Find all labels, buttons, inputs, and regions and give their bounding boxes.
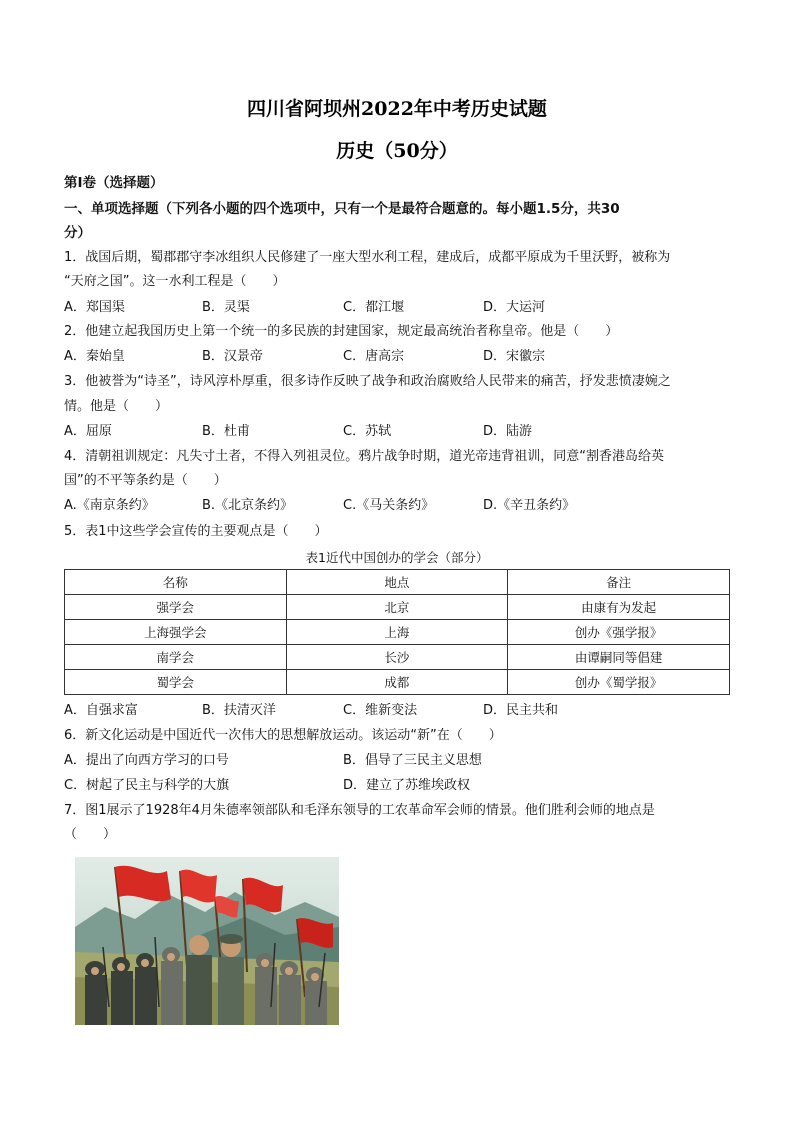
table-header-row (65, 570, 730, 595)
option-c[interactable]: C．苏轼 (343, 424, 392, 439)
table-cell: 南学会 (65, 645, 287, 670)
question-1-line-2: “天府之国”。这一水利工程是（ ） (64, 274, 286, 289)
question-6-line-1: 6．新文化运动是中国近代一次伟大的思想解放运动。该运动“新”在（ ） (64, 728, 502, 743)
table-header-cell: 地点 (286, 570, 508, 595)
societies-table (64, 569, 730, 695)
question-5-options (64, 702, 744, 720)
option-c[interactable]: C．树起了民主与科学的大旗 (64, 778, 230, 793)
option-c[interactable]: C．唐高宗 (343, 349, 405, 364)
table-cell: 创办《强学报》 (508, 620, 730, 645)
question-3-options (64, 423, 744, 441)
option-d[interactable]: D．大运河 (483, 300, 546, 315)
question-1-options (64, 299, 744, 317)
option-d[interactable]: D．宋徽宗 (483, 349, 546, 364)
table-caption: 表1近代中国创办的学会（部分） (305, 550, 489, 565)
question-1-line-1: 1．战国后期，蜀郡郡守李冰组织人民修建了一座大型水利工程，建成后，成都平原成为千里沃野，被称为 (64, 250, 671, 265)
option-a[interactable]: A．屈原 (64, 424, 112, 439)
question-6-options-row-2 (64, 777, 744, 795)
table-cell: 由康有为发起 (508, 595, 730, 620)
table-cell: 由谭嗣同等倡建 (508, 645, 730, 670)
option-a[interactable]: A．自强求富 (64, 703, 138, 718)
table-row (65, 670, 730, 695)
option-a[interactable]: A.《南京条约》 (64, 498, 155, 513)
option-a[interactable]: A．秦始皇 (64, 349, 125, 364)
table-header-cell: 备注 (508, 570, 730, 595)
table-cell: 北京 (286, 595, 508, 620)
option-c[interactable]: C.《马关条约》 (343, 498, 435, 513)
table-row (65, 645, 730, 670)
option-a[interactable]: A．郑国渠 (64, 300, 125, 315)
table-cell: 上海强学会 (65, 620, 287, 645)
option-d[interactable]: D．建立了苏维埃政权 (343, 778, 471, 793)
part-heading: 第I卷（选择题） (64, 175, 164, 191)
option-b[interactable]: B.《北京条约》 (202, 498, 294, 513)
table-cell: 创办《蜀学报》 (508, 670, 730, 695)
question-3-line-2: 情。他是（ ） (64, 399, 169, 414)
question-5-line-1: 5．表1中这些学会宣传的主要观点是（ ） (64, 524, 328, 539)
option-b[interactable]: B．汉景帝 (202, 349, 263, 364)
question-3-line-1: 3．他被誉为“诗圣”，诗风淳朴厚重，很多诗作反映了战争和政治腐败给人民带来的痛苦，抒发悲愤凄婉之 (64, 374, 671, 389)
table-row (65, 620, 730, 645)
table-header-cell: 名称 (65, 570, 287, 595)
table-cell: 长沙 (286, 645, 508, 670)
option-c[interactable]: C．维新变法 (343, 703, 418, 718)
option-b[interactable]: B．杜甫 (202, 424, 250, 439)
question-4-line-2: 国”的不平等条约是（ ） (64, 473, 227, 488)
instruction-line-1: 一、单项选择题（下列各小题的四个选项中，只有一个是最符合题意的。每小题1.5分，共30 (64, 201, 620, 217)
question-7-line-1: 7．图1展示了1928年4月朱德率领部队和毛泽东领导的工农革命军会师的情景。他们胜利会师的地点是 (64, 803, 655, 818)
table-cell: 蜀学会 (65, 670, 287, 695)
painting-red-flags-army-meeting-icon (75, 857, 339, 1025)
option-d[interactable]: D.《辛丑条约》 (483, 498, 576, 513)
exam-title: 四川省阿坝州2022年中考历史试题 (247, 98, 547, 120)
exam-subtitle: 历史（50分） (336, 140, 458, 162)
question-4-options (64, 497, 744, 515)
question-6-options-row-1 (64, 752, 744, 770)
instruction-line-2: 分） (64, 225, 91, 241)
table-cell: 上海 (286, 620, 508, 645)
option-a[interactable]: A．提出了向西方学习的口号 (64, 753, 229, 768)
option-b[interactable]: B．倡导了三民主义思想 (343, 753, 482, 768)
option-d[interactable]: D．民主共和 (483, 703, 559, 718)
option-c[interactable]: C．都江堰 (343, 300, 405, 315)
question-7-line-2: （ ） (64, 827, 117, 842)
table-cell: 强学会 (65, 595, 287, 620)
option-b[interactable]: B．灵渠 (202, 300, 250, 315)
question-2-options (64, 348, 744, 366)
option-b[interactable]: B．扶清灭洋 (202, 703, 276, 718)
question-4-line-1: 4．清朝祖训规定：凡失寸土者，不得入列祖灵位。鸦片战争时期，道光帝违背祖训，同意“割香港岛给英 (64, 449, 665, 464)
option-d[interactable]: D．陆游 (483, 424, 533, 439)
table-cell: 成都 (286, 670, 508, 695)
table-row (65, 595, 730, 620)
question-2-line-1: 2．他建立起我国历史上第一个统一的多民族的封建国家，规定最高统治者称皇帝。他是（ ） (64, 324, 619, 339)
